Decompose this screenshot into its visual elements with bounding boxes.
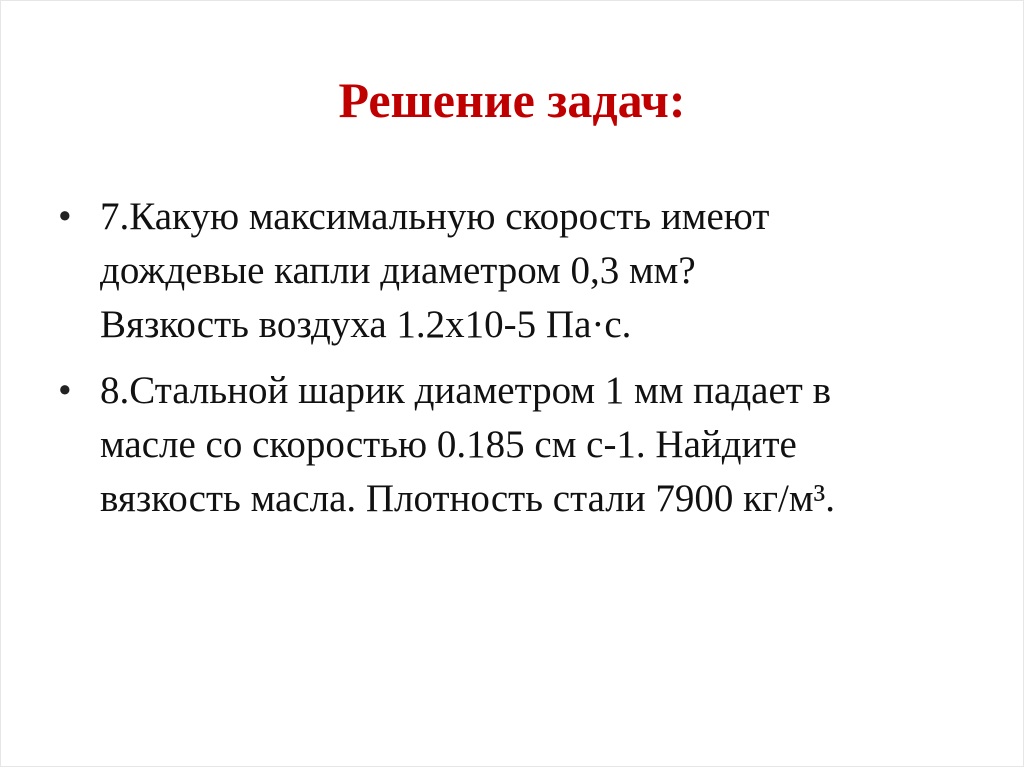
bullet-line: вязкость масла. Плотность стали 7900 кг/м³. [100, 477, 835, 520]
bullet-item-8 [56, 364, 976, 526]
bullet-line: Вязкость воздуха 1.2х10-5 Па·с. [100, 303, 632, 346]
bullet-line: 8.Стальной шарик диаметром 1 мм падает в [100, 369, 832, 412]
bullet-line: масле со скоростью 0.185 см с-1. Найдите [100, 423, 797, 466]
bullet-icon: • [58, 195, 72, 238]
bullet-item-7 [56, 190, 976, 352]
bullet-line: дождевые капли диаметром 0,3 мм? [100, 249, 696, 292]
slide-title: Решение задач: [338, 72, 686, 128]
bullet-list [56, 190, 976, 538]
bullet-line: 7.Какую максимальную скорость имеют [100, 195, 770, 238]
bullet-icon: • [58, 369, 72, 412]
